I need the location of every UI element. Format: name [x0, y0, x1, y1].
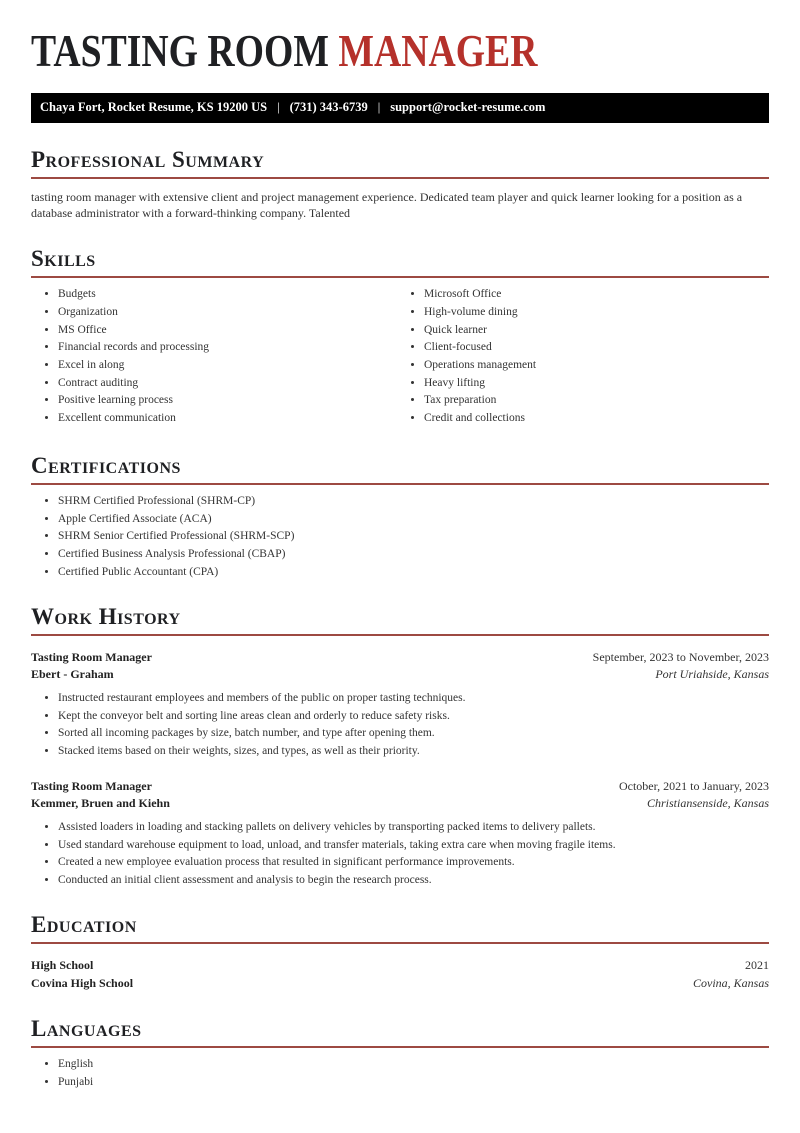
contact-phone: (731) 343-6739 [289, 100, 368, 114]
skill-item: • Tax preparation [424, 393, 769, 408]
certification-item: • SHRM Certified Professional (SHRM-CP) [58, 494, 769, 509]
section-heading-summary: Professional Summary [31, 146, 265, 172]
work-entry [31, 649, 769, 759]
skill-item: • Contract auditing [58, 376, 400, 391]
education-entry [31, 957, 769, 992]
education-year: 2021 [745, 958, 769, 973]
work-entry [31, 778, 769, 888]
section-divider [31, 1046, 769, 1048]
skills-right-column [400, 287, 769, 428]
section-divider [31, 634, 769, 636]
job-title: Tasting Room Manager [31, 650, 152, 665]
contact-address: Chaya Fort, Rocket Resume, KS 19200 US [40, 100, 268, 114]
job-bullet: • Kept the conveyor belt and sorting line areas clean and orderly to reduce safety risks. [58, 709, 769, 724]
contact-email: support@rocket-resume.com [390, 100, 546, 114]
work-entry-company-row [31, 666, 769, 683]
job-bullet: • Stacked items based on their weights, sizes, and types, as well as their priority. [58, 744, 769, 759]
job-bullet-list [31, 820, 769, 888]
section-skills [31, 246, 769, 429]
certification-item: • Certified Public Accountant (CPA) [58, 565, 769, 580]
education-location: Covina, Kansas [692, 975, 769, 990]
section-divider [31, 483, 769, 485]
section-divider [31, 942, 769, 944]
job-location: Christiansenside, Kansas [646, 796, 769, 811]
section-heading-skills: Skills [31, 245, 96, 271]
job-dates: October, 2021 to January, 2023 [618, 779, 769, 794]
skill-item: • Organization [58, 305, 400, 320]
skill-item: • High-volume dining [424, 305, 769, 320]
job-bullet: • Created a new employee evaluation process that resulted in significant performance improvements. [58, 855, 769, 870]
contact-separator: | [277, 100, 280, 114]
skill-item: • Heavy lifting [424, 376, 769, 391]
job-bullet: • Sorted all incoming packages by size, batch number, and type after opening them. [58, 726, 769, 741]
job-company: Ebert - Graham [31, 667, 114, 682]
skill-item: • Microsoft Office [424, 287, 769, 302]
section-certifications [31, 453, 769, 580]
section-work-history [31, 604, 769, 888]
education-degree-row [31, 957, 769, 974]
job-bullet-list [31, 691, 769, 759]
skill-item: • Client-focused [424, 340, 769, 355]
section-heading-education: Education [31, 912, 137, 938]
skills-columns [31, 278, 769, 428]
work-entry-title-row [31, 649, 769, 666]
skill-item: • MS Office [58, 323, 400, 338]
skill-item: • Budgets [58, 287, 400, 302]
section-divider [31, 177, 769, 179]
section-heading-work-history: Work History [31, 603, 181, 629]
job-bullet: • Conducted an initial client assessment and analysis to begin the research process. [58, 873, 769, 888]
section-heading-certifications: Certifications [31, 452, 181, 478]
title-accent-part: MANAGER [338, 25, 538, 76]
certification-item: • SHRM Senior Certified Professional (SHRM-SCP) [58, 529, 769, 544]
skill-item: • Quick learner [424, 323, 769, 338]
languages-list [31, 1057, 769, 1090]
certification-item: • Apple Certified Associate (ACA) [58, 512, 769, 527]
section-education [31, 912, 769, 992]
section-heading-languages: Languages [31, 1016, 142, 1042]
contact-bar [31, 93, 769, 123]
education-degree: High School [31, 958, 94, 973]
job-company: Kemmer, Bruen and Kiehn [31, 796, 170, 811]
education-school: Covina High School [31, 975, 134, 990]
skill-item: • Operations management [424, 358, 769, 373]
certifications-list [31, 494, 769, 580]
section-languages [31, 1016, 769, 1090]
skill-item: • Positive learning process [58, 393, 400, 408]
skill-item: • Financial records and processing [58, 340, 400, 355]
job-bullet: • Used standard warehouse equipment to load, unload, and transfer materials, taking extra care when moving fragile items. [58, 838, 769, 853]
job-dates: September, 2023 to November, 2023 [592, 650, 769, 665]
job-bullet: • Instructed restaurant employees and members of the public on proper tasting techniques. [58, 691, 769, 706]
contact-separator: | [377, 100, 381, 114]
skill-item: • Credit and collections [424, 411, 769, 426]
certification-item: • Certified Business Analysis Professional (CBAP) [58, 547, 769, 562]
section-professional-summary [31, 147, 769, 222]
job-title: Tasting Room Manager [31, 779, 152, 794]
skill-item: • Excellent communication [58, 411, 400, 426]
language-item: • Punjabi [58, 1075, 769, 1090]
work-entry-company-row [31, 795, 769, 812]
education-school-row [31, 975, 769, 992]
language-item: • English [58, 1057, 769, 1072]
skill-item: • Excel in along [58, 358, 400, 373]
page-title [31, 25, 636, 76]
skills-left-column [31, 287, 400, 428]
work-entry-title-row [31, 778, 769, 795]
job-location: Port Uriahside, Kansas [655, 667, 769, 682]
summary-text: tasting room manager with extensive client and project management experience. Dedicated team player and quick learner looking for a position as a database administrator with a forward-thinking company. Talented [31, 190, 743, 220]
title-dark-part: TASTING ROOM [31, 25, 339, 76]
job-bullet: • Assisted loaders in loading and stacking pallets on delivery vehicles by transporting packed items to delivery pallets. [58, 820, 769, 835]
